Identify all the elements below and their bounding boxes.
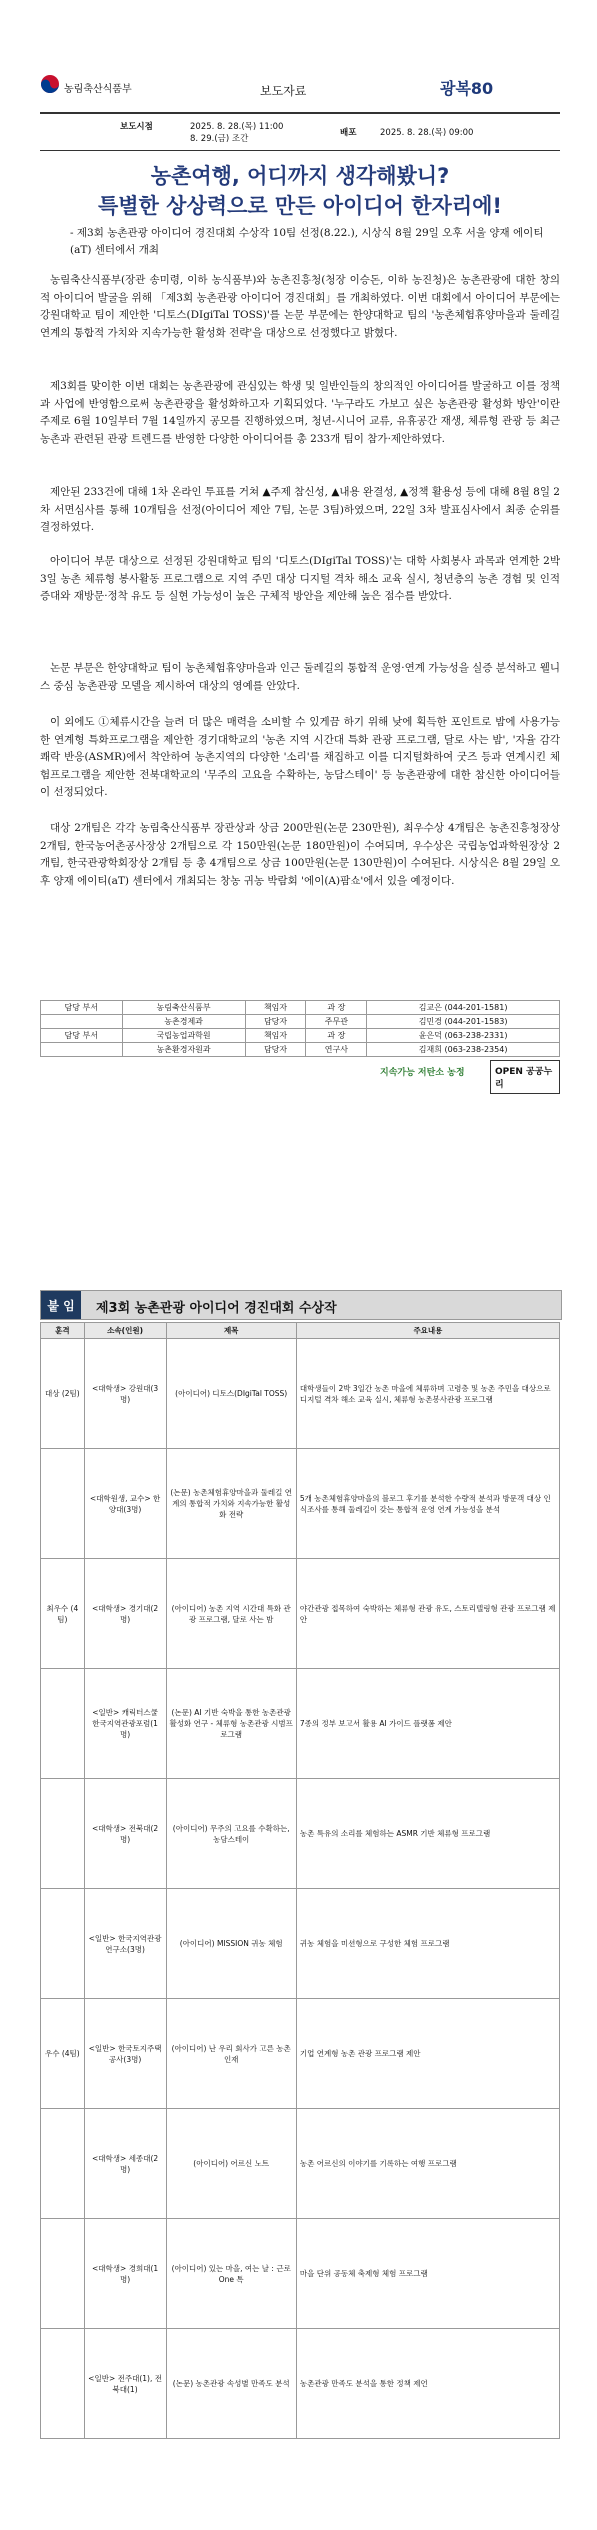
policy-logo: 지속가능 저탄소 농정 [380, 1068, 465, 1078]
table-cell: <대학생> 강원대(3명) [84, 1339, 166, 1449]
press-release-label: 보도자료 [260, 84, 307, 98]
table-cell: (논문) 농촌관광 속성별 만족도 분석 [166, 2329, 296, 2439]
table-row [41, 2219, 560, 2329]
attachment-label: 붙 임 [41, 1291, 81, 1319]
header-divider [40, 112, 560, 114]
table-cell: 최우수 (4팀) [41, 1559, 85, 1669]
table-cell: <일반> 전주대(1), 전북대(1) [84, 2329, 166, 2439]
table-row [41, 1669, 560, 1779]
table-cell: 7종의 정부 보고서 활용 AI 가이드 플랫폼 제안 [296, 1669, 559, 1779]
contact-table [40, 1000, 560, 1057]
table-header-cell: 소속(인원) [84, 1323, 166, 1339]
subtitle: - 제3회 농촌관광 아이디어 경진대회 수상작 10팀 선정(8.22.), 시상식 8월 29일 오후 서울 양재 에이티(aT) 센터에서 개최 [70, 227, 544, 256]
table-cell: 귀농 체험을 미션형으로 구성한 체험 프로그램 [296, 1889, 559, 1999]
table-cell: <대학원생, 교수> 한양대(3명) [84, 1449, 166, 1559]
table-row [41, 2109, 560, 2219]
table-cell [41, 1669, 85, 1779]
table-cell: 책임자 [245, 1029, 306, 1043]
table-cell: (논문) AI 기반 숙박을 통한 농촌관광 활성화 연구 - 체류형 농촌관광 시범프로그램 [166, 1669, 296, 1779]
table-cell: (아이디어) 무주의 고요를 수확하는, 농담스테이 [166, 1779, 296, 1889]
table-cell: (아이디어) 디토스(DIgiTal TOSS) [166, 1339, 296, 1449]
table-cell: 농촌 특유의 소리를 체험하는 ASMR 기반 체류형 프로그램 [296, 1779, 559, 1889]
table-cell: (아이디어) 농촌 지역 시간대 특화 관광 프로그램, 달로 사는 밤 [166, 1559, 296, 1669]
table-header-cell: 주요내용 [296, 1323, 559, 1339]
meta-divider [40, 150, 560, 151]
open-license-logo: OPEN 공공누리 [490, 1060, 560, 1094]
release-label: 보도시점 [120, 122, 153, 132]
table-cell: 농촌경제과 [122, 1015, 245, 1029]
table-cell: <일반> 한국지역관광연구소(3명) [84, 1889, 166, 1999]
table-header-cell: 제목 [166, 1323, 296, 1339]
table-cell [41, 1779, 85, 1889]
table-cell: <대학생> 전북대(2명) [84, 1779, 166, 1889]
table-cell: 야간관광 접목하여 숙박하는 체류형 관광 유도, 스토리텔링형 관광 프로그램 제안 [296, 1559, 559, 1669]
table-cell: 과 장 [306, 1001, 367, 1015]
table-row [41, 1029, 560, 1043]
attachment-title: 제3회 농촌관광 아이디어 경진대회 수상작 [96, 1301, 337, 1316]
table-cell: 김교은 (044-201-1581) [367, 1001, 560, 1015]
table-cell [41, 1015, 123, 1029]
table-cell: 윤은덕 (063-238-2331) [367, 1029, 560, 1043]
table-cell: 담당 부서 [41, 1001, 123, 1015]
table-row [41, 1001, 560, 1015]
table-cell: <대학생> 경희대(1명) [84, 2219, 166, 2329]
table-cell [41, 2109, 85, 2219]
table-cell: 농촌 어르신의 이야기를 기록하는 여행 프로그램 [296, 2109, 559, 2219]
table-cell: 마을 단위 공동체 축제형 체험 프로그램 [296, 2219, 559, 2329]
header [40, 62, 560, 112]
table-cell: 5개 농촌체험휴양마을의 블로그 후기를 분석한 수량적 분석과 방문객 대상 인식조사를 통해 둘레길이 갖는 통합적 운영 연계 가능성을 분석 [296, 1449, 559, 1559]
table-cell: <대학생> 경기대(2명) [84, 1559, 166, 1669]
table-cell: 대학생들이 2박 3일간 농촌 마을에 체류하며 고령층 및 농촌 주민을 대상으로 디지털 격차 해소 교육 실시, 체류형 농촌봉사관광 프로그램 [296, 1339, 559, 1449]
table-cell: 김민경 (044-201-1583) [367, 1015, 560, 1029]
ministry-name: 농림축산식품부 [64, 84, 132, 95]
awards-table [40, 1322, 560, 2439]
release-meta [40, 118, 560, 148]
body-paragraph: 제안된 233건에 대해 1차 온라인 투표를 거쳐 ▲주제 참신성, ▲내용 완결성, ▲정책 활용성 등에 대해 8월 8일 2차 서면심사를 통해 10개팀을 선정(아이디어 제안 7팀, 논문 3팀)하였으며, 22일 3차 발표심사에서 최종 순위를 결정하였다. [40, 486, 560, 533]
table-cell: 농촌관광 만족도 분석을 통한 정책 제언 [296, 2329, 559, 2439]
headline-line-1: 농촌여행, 어디까지 생각해봤니? [150, 164, 450, 188]
body-paragraph: 대상 2개팀은 각각 농림축산식품부 장관상과 상금 200만원(논문 230만원), 최우수상 4개팀은 농촌진흥청장상 2개팀, 한국농어촌공사장상 2개팀으로 각 150만원(논문 180만원)이 수여되며, 우수상은 국립농업과학원장상 2개팀, 한국관광학회장상 2개팀 등 총 4개팀으로 상금 100만원(논문 130만원)이 수여된다. 시상식은 8월 29일 오후 양재 에이티(aT) 센터에서 개최되는 창농 귀농 박람회 '에이(A)팜쇼'에서 있을 예정이다. [40, 822, 560, 887]
body-paragraph: 아이디어 부문 대상으로 선정된 강원대학교 팀의 '디토스(DIgiTal TOSS)'는 대학 사회봉사 과목과 연계한 2박 3일 농촌 체류형 봉사활동 프로그램으로 지역 주민 대상 디지털 격차 해소 교육 실시, 청년층의 농촌 경험 및 인적 증대와 재방문·정착 유도 등 실현 가능성이 높은 구체적 방안을 제안해 높은 점수를 받았다. [40, 555, 560, 602]
table-cell: (아이디어) 난 우리 회사가 고른 농촌인재 [166, 1999, 296, 2109]
body-paragraph: 농림축산식품부(장관 송미령, 이하 농식품부)와 농촌진흥청(청장 이승돈, 이하 농진청)은 농촌관광에 대한 창의적 아이디어 발굴을 위해 「제3회 농촌관광 아이디어 경진대회」를 개최하였다. 이번 대회에서 아이디어 부문에는 강원대학교 팀이 제안한 '디토스(DIgiTal TOSS)'를 논문 부문에는 한양대학교 팀의 '농촌체험휴양마을과 둘레길 연계의 통합적 가치와 지속가능한 활성화 전략'을 대상으로 선정했다고 밝혔다. [40, 274, 560, 339]
table-cell: 대상 (2팀) [41, 1339, 85, 1449]
table-cell: <대학생> 세종대(2명) [84, 2109, 166, 2219]
table-cell: 책임자 [245, 1001, 306, 1015]
table-cell: <일반> 한국토지주택공사(3명) [84, 1999, 166, 2109]
anniversary-logo: 광복80 [440, 79, 494, 98]
table-cell [41, 1889, 85, 1999]
table-cell: 담당자 [245, 1015, 306, 1029]
table-row [41, 1043, 560, 1057]
table-cell [41, 2219, 85, 2329]
table-row [41, 1339, 560, 1449]
government-emblem-icon [40, 74, 60, 94]
table-row [41, 1559, 560, 1669]
table-cell: 우수 (4팀) [41, 1999, 85, 2109]
table-cell: <일반> 캐릭터스쿨 한국지역관광포럼(1명) [84, 1669, 166, 1779]
table-row [41, 1999, 560, 2109]
table-cell: 농림축산식품부 [122, 1001, 245, 1015]
table-cell [41, 1449, 85, 1559]
table-header-cell: 훈격 [41, 1323, 85, 1339]
table-header-row [41, 1323, 560, 1339]
table-cell: (아이디어) 있는 마을, 여는 날 : 근로 One 톡 [166, 2219, 296, 2329]
release-value-2: 8. 29.(금) 조간 [190, 134, 249, 144]
table-cell: (아이디어) 어르신 노트 [166, 2109, 296, 2219]
table-row [41, 2329, 560, 2439]
table-cell [41, 1043, 123, 1057]
table-row [41, 1449, 560, 1559]
table-cell [41, 2329, 85, 2439]
table-cell: 농촌환경자원과 [122, 1043, 245, 1057]
table-row [41, 1889, 560, 1999]
release-value: 2025. 8. 28.(목) 11:00 [190, 122, 284, 132]
distribution-value: 2025. 8. 28.(목) 09:00 [380, 128, 474, 138]
headline-line-2: 특별한 상상력으로 만든 아이디어 한자리에! [98, 194, 502, 218]
table-cell: 담당 부서 [41, 1029, 123, 1043]
table-cell: 국립농업과학원 [122, 1029, 245, 1043]
body-paragraph: 논문 부문은 한양대학교 팀이 농촌체험휴양마을과 인근 둘레길의 통합적 운영·연계 가능성을 실증 분석하고 웰니스 중심 농촌관광 모델을 제시하여 대상의 영예를 안았다. [40, 662, 560, 692]
distribution-label: 배포 [340, 128, 357, 138]
table-cell: (논문) 농촌체험휴양마을과 둘레길 연계의 통합적 가치와 지속가능한 활성화 전략 [166, 1449, 296, 1559]
table-row [41, 1779, 560, 1889]
table-cell: 기업 연계형 농촌 관광 프로그램 제안 [296, 1999, 559, 2109]
footer-logos [380, 1060, 560, 1090]
body-paragraph: 제3회를 맞이한 이번 대회는 농촌관광에 관심있는 학생 및 일반인들의 창의적인 아이디어를 발굴하고 이를 정책과 사업에 반영함으로써 농촌관광을 활성화하고자 기획되었다. '누구라도 가보고 싶은 농촌관광 활성화 방안'이란 주제로 6월 10일부터 7월 14일까지 공모를 진행하였으며, 청년-시니어 교류, 유휴공간 재생, 체류형 관광 등 최근 농촌과 관련된 관광 트렌드를 반영한 다양한 아이디어를 총 233개 팀이 참가·제안하였다. [40, 380, 560, 445]
table-cell: 과 장 [306, 1029, 367, 1043]
table-cell: 김재희 (063-238-2354) [367, 1043, 560, 1057]
table-cell: 주무관 [306, 1015, 367, 1029]
table-cell: 담당자 [245, 1043, 306, 1057]
body-paragraph: 이 외에도 ①체류시간을 늘려 더 많은 매력을 소비할 수 있게끔 하기 위해 낮에 획득한 포인트로 밤에 사용가능한 연계형 특화프로그램을 제안한 경기대학교의 '농촌 지역 시간대 특화 관광 프로그램, 달로 사는 밤', '자율 감각 쾌락 반응(ASMR)에서 착안하여 농촌지역의 다양한 '소리'를 채집하고 이를 디지털화하여 굿즈 등과 연계시킨 체험프로그램을 제안한 전북대학교의 '무주의 고요을 수확하는, 농담스테이' 등 농촌관광에 대한 참신한 아이디어들이 선정되었다. [40, 716, 560, 798]
table-cell: (아이디어) MISSION 귀농 체험 [166, 1889, 296, 1999]
table-row [41, 1015, 560, 1029]
attachment-header [40, 1290, 562, 1320]
table-cell: 연구사 [306, 1043, 367, 1057]
